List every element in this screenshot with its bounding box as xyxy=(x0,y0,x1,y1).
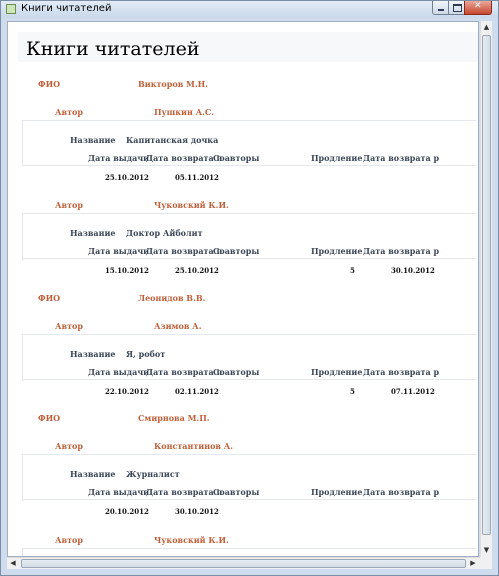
vertical-scroll-thumb[interactable] xyxy=(482,35,491,535)
col-return-date: Дата возврата п xyxy=(146,153,223,163)
col-return-date: Дата возврата п xyxy=(146,367,223,377)
return-date-value: 25.10.2012 xyxy=(175,266,219,275)
author-label: Автор xyxy=(55,535,83,545)
reader-name: Леонидов В.В. xyxy=(138,293,206,303)
divider xyxy=(22,213,476,214)
scroll-left-arrow-icon[interactable]: ◀ xyxy=(10,559,16,567)
reader-label: ФИО xyxy=(38,79,61,89)
col-return-date-ext: Дата возврата р xyxy=(363,246,440,256)
reader-name: Викторов М.Н. xyxy=(138,79,209,89)
return-date-ext-value: 30.10.2012 xyxy=(391,266,435,275)
book-title: Журналист xyxy=(126,469,180,479)
col-extension: Продление xyxy=(311,246,363,256)
reader-label: ФИО xyxy=(38,293,61,303)
author-label: Автор xyxy=(55,321,83,331)
book-title-label: Название xyxy=(70,469,116,479)
return-date-value: 30.10.2012 xyxy=(175,507,219,516)
divider xyxy=(22,379,476,380)
issue-date-value: 15.10.2012 xyxy=(105,266,149,275)
divider xyxy=(22,454,476,455)
book-title-label: Название xyxy=(70,135,116,145)
vertical-scrollbar[interactable] xyxy=(480,21,492,557)
author-label: Автор xyxy=(55,107,83,117)
scroll-up-arrow-icon[interactable]: ▲ xyxy=(483,23,490,31)
book-title: Капитанская дочка xyxy=(126,135,219,145)
divider xyxy=(22,454,23,502)
divider xyxy=(22,120,476,121)
book-title-label: Название xyxy=(70,228,116,238)
col-extension: Продление xyxy=(311,367,363,377)
col-coauthors: Соавторы xyxy=(213,487,260,497)
col-coauthors: Соавторы xyxy=(213,367,260,377)
author-name: Константинов А. xyxy=(154,441,234,451)
divider xyxy=(22,213,23,261)
report-app-icon xyxy=(6,4,16,14)
col-coauthors: Соавторы xyxy=(213,246,260,256)
divider xyxy=(22,120,23,166)
scroll-right-arrow-icon[interactable]: ▶ xyxy=(470,559,476,567)
col-return-date-ext: Дата возврата р xyxy=(363,367,440,377)
scroll-down-arrow-icon[interactable]: ▼ xyxy=(483,546,490,554)
col-return-date-ext: Дата возврата р xyxy=(363,153,440,163)
author-name: Азимов А. xyxy=(154,321,202,331)
report-title: Книги читателей xyxy=(26,38,200,60)
issue-date-value: 25.10.2012 xyxy=(105,173,149,182)
author-name: Пушкин А.С. xyxy=(154,107,215,117)
divider xyxy=(22,165,476,166)
reader-label: ФИО xyxy=(38,413,61,423)
title-bar[interactable] xyxy=(1,1,498,18)
divider xyxy=(22,334,476,335)
issue-date-value: 20.10.2012 xyxy=(105,507,149,516)
issue-date-value: 22.10.2012 xyxy=(105,387,149,396)
horizontal-scrollbar[interactable] xyxy=(7,557,480,569)
minimize-button[interactable] xyxy=(432,1,449,15)
divider xyxy=(22,499,476,500)
author-label: Автор xyxy=(55,200,83,210)
book-title-label: Название xyxy=(70,349,116,359)
divider xyxy=(22,548,23,557)
report-content xyxy=(7,21,479,557)
return-date-value: 02.11.2012 xyxy=(175,387,219,396)
author-name: Чуковский К.И. xyxy=(154,200,229,210)
col-return-date: Дата возврата п xyxy=(146,246,223,256)
col-issue-date: Дата выдачи xyxy=(88,246,150,256)
return-date-ext-value: 07.11.2012 xyxy=(391,387,435,396)
extension-value: 5 xyxy=(350,387,355,396)
reader-name: Смирнова М.П. xyxy=(138,413,210,423)
return-date-value: 05.11.2012 xyxy=(175,173,219,182)
col-return-date-ext: Дата возврата р xyxy=(363,487,440,497)
book-title: Доктор Айболит xyxy=(126,228,203,238)
book-title: Я, робот xyxy=(126,349,166,359)
col-issue-date: Дата выдачи xyxy=(88,153,150,163)
col-extension: Продление xyxy=(311,153,363,163)
horizontal-scroll-thumb[interactable] xyxy=(21,559,466,568)
extension-value: 5 xyxy=(350,266,355,275)
author-label: Автор xyxy=(55,441,83,451)
scrollbar-corner xyxy=(480,557,492,569)
divider xyxy=(22,334,23,382)
maximize-button[interactable] xyxy=(448,1,465,15)
col-return-date: Дата возврата п xyxy=(146,487,223,497)
col-issue-date: Дата выдачи xyxy=(88,487,150,497)
col-extension: Продление xyxy=(311,487,363,497)
divider xyxy=(22,548,476,549)
author-name: Чуковский К.И. xyxy=(154,535,229,545)
window-title: Книги читателей xyxy=(21,3,112,14)
close-button[interactable] xyxy=(464,1,492,15)
col-coauthors: Соавторы xyxy=(213,153,260,163)
col-issue-date: Дата выдачи xyxy=(88,367,150,377)
divider xyxy=(22,258,476,259)
